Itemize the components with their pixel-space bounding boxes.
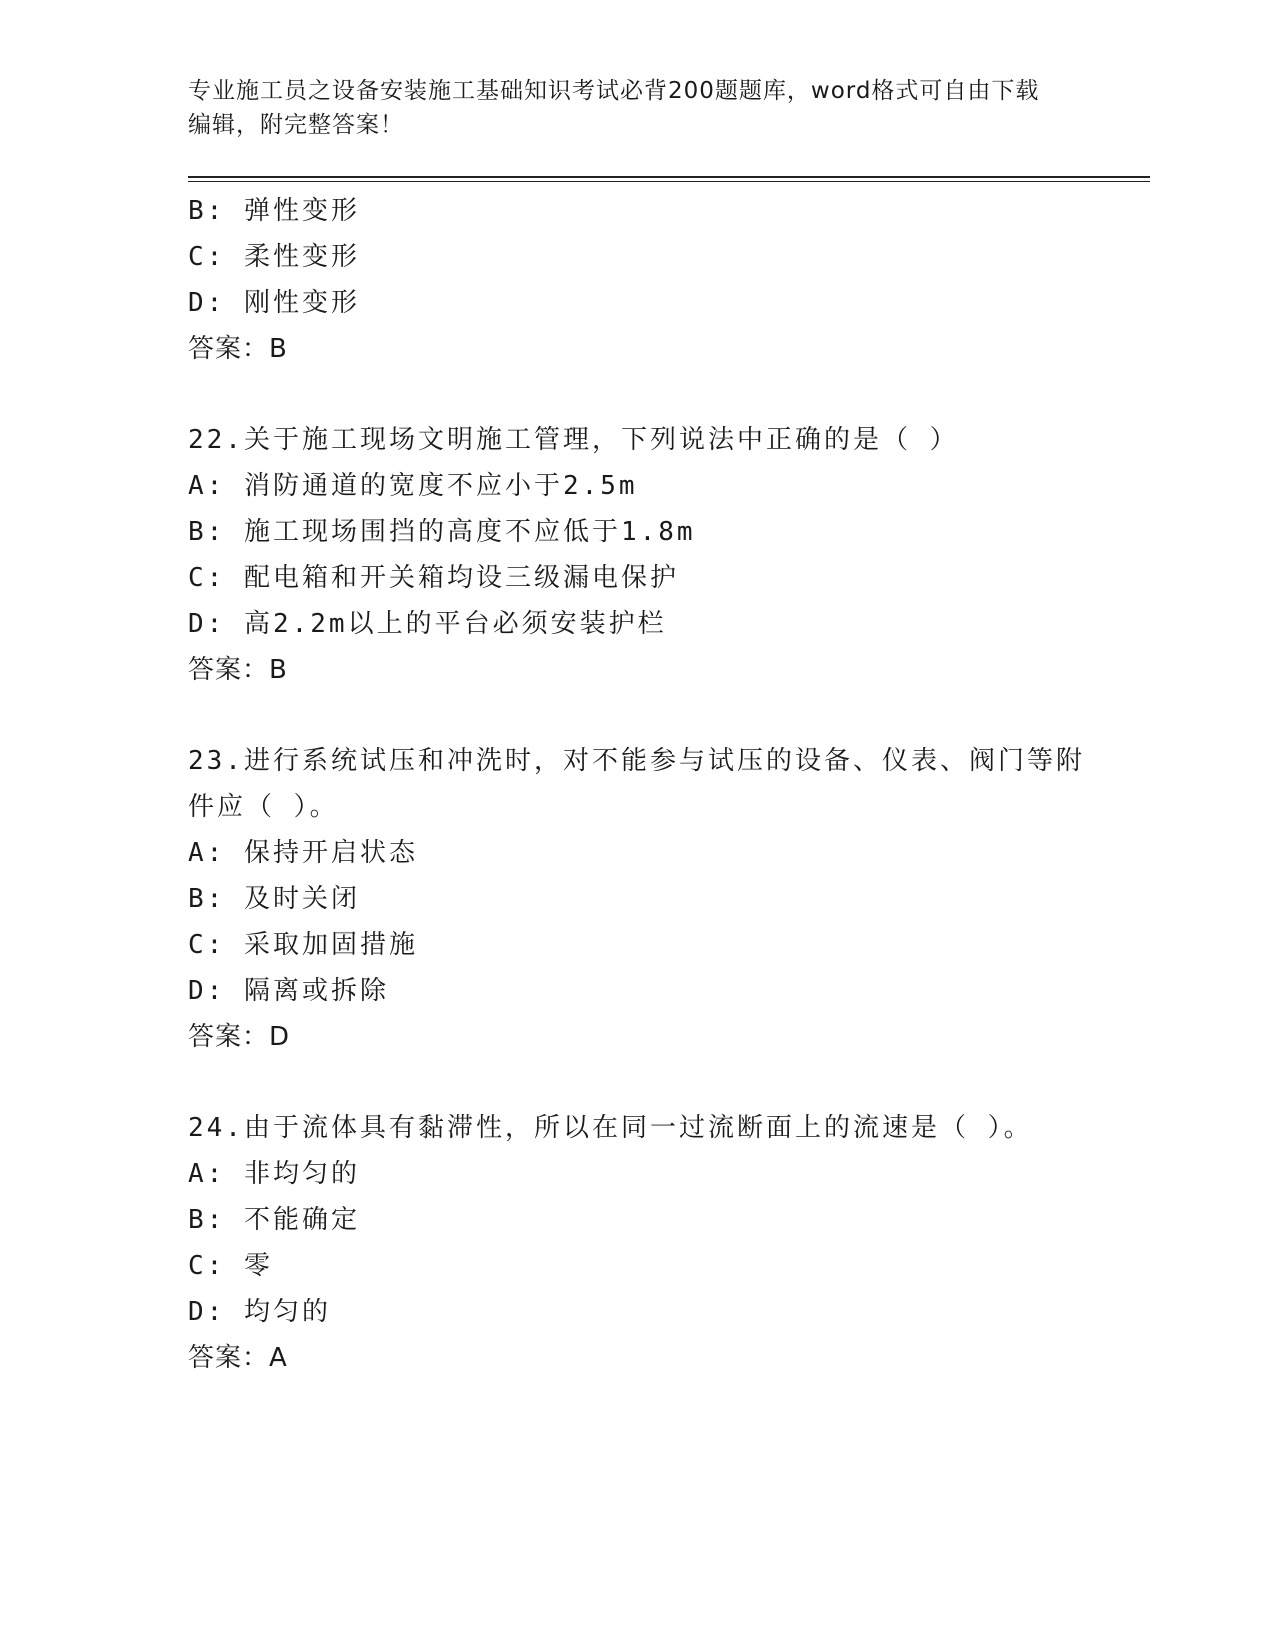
q23-answer: 答案：D — [188, 1022, 291, 1052]
q23-option-d: D: 隔离或拆除 — [188, 976, 389, 1006]
q22-answer: 答案：B — [188, 655, 288, 685]
q23-stem-line-2: 件应（ ）。 — [188, 792, 339, 822]
page-header — [188, 74, 1068, 142]
header-title-line-1: 专业施工员之设备安装施工基础知识考试必背200题题库，word格式可自由下载 — [188, 78, 1040, 104]
q24-option-a: A: 非均匀的 — [188, 1159, 360, 1189]
q24-option-b: B: 不能确定 — [188, 1205, 360, 1235]
q21-option-c: C: 柔性变形 — [188, 242, 360, 272]
q22-option-c: C: 配电箱和开关箱均设三级漏电保护 — [188, 563, 679, 593]
q21-option-b: B: 弹性变形 — [188, 196, 360, 226]
q21-answer: 答案：B — [188, 334, 288, 364]
q22-option-d: D: 高2.2m以上的平台必须安装护栏 — [188, 609, 667, 639]
q24-option-d: D: 均匀的 — [188, 1297, 331, 1327]
spacer — [188, 372, 1108, 417]
q23-option-b: B: 及时关闭 — [188, 884, 360, 914]
q24-stem: 24.由于流体具有黏滞性，所以在同一过流断面上的流速是（ ）。 — [188, 1113, 1033, 1143]
header-title-line-2: 编辑，附完整答案！ — [188, 112, 404, 138]
question-22 — [188, 417, 1108, 693]
spacer — [188, 1060, 1108, 1105]
q22-option-b: B: 施工现场围挡的高度不应低于1.8m — [188, 517, 696, 547]
header-divider-thick — [188, 176, 1150, 178]
question-24 — [188, 1105, 1108, 1381]
question-list — [188, 188, 1108, 1381]
question-23 — [188, 738, 1108, 1060]
header-divider-thin — [188, 181, 1150, 182]
question-21-continued — [188, 188, 1108, 372]
q22-option-a: A: 消防通道的宽度不应小于2.5m — [188, 471, 638, 501]
q21-option-d: D: 刚性变形 — [188, 288, 360, 318]
spacer — [188, 693, 1108, 738]
q23-option-c: C: 采取加固措施 — [188, 930, 418, 960]
q24-answer: 答案：A — [188, 1343, 288, 1373]
q22-stem: 22.关于施工现场文明施工管理，下列说法中正确的是（ ） — [188, 425, 959, 455]
q23-option-a: A: 保持开启状态 — [188, 838, 418, 868]
q24-option-c: C: 零 — [188, 1251, 273, 1281]
q23-stem-line-1: 23.进行系统试压和冲洗时，对不能参与试压的设备、仪表、阀门等附 — [188, 746, 1085, 776]
